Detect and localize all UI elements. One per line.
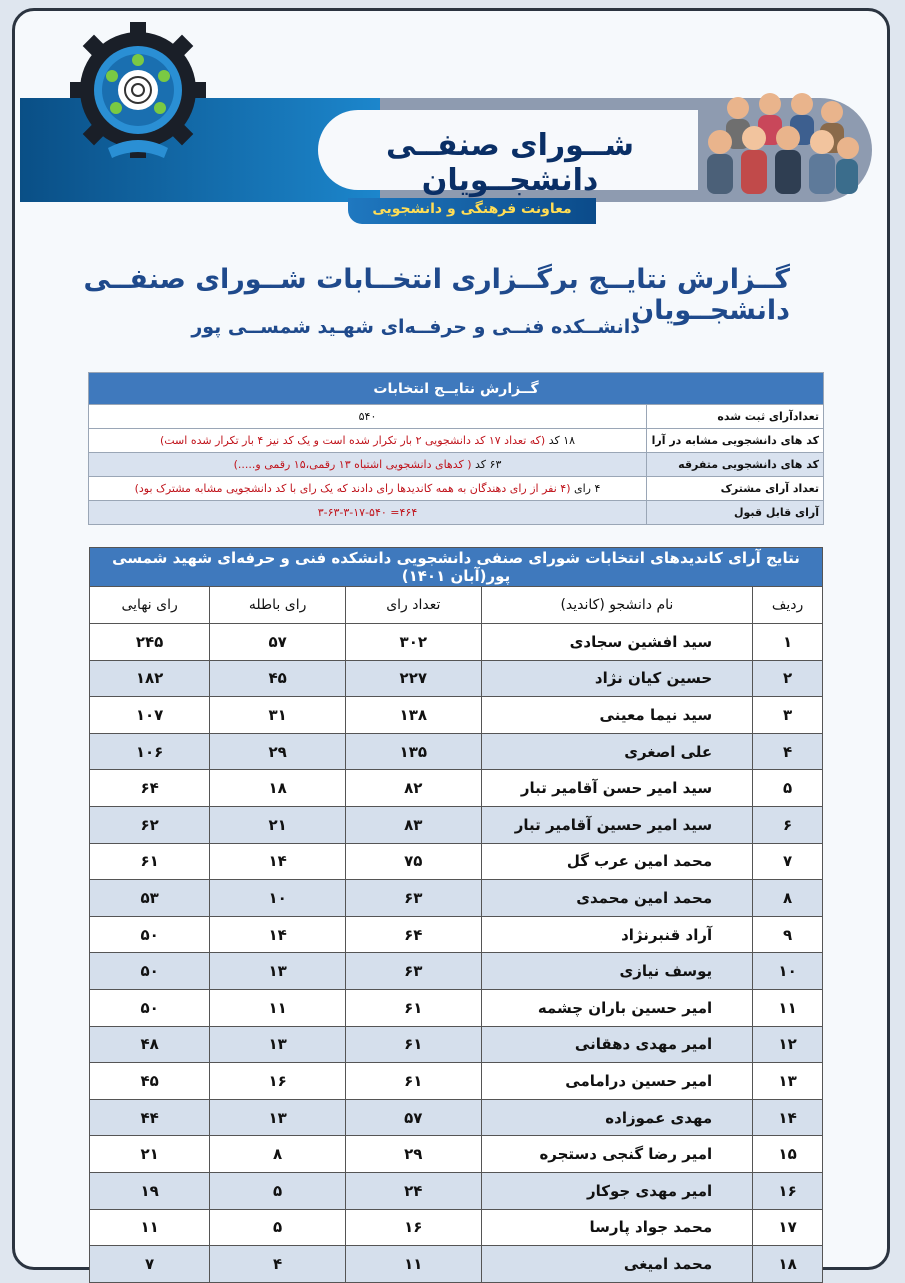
summary-label: آرای قابل قبول [647,501,824,525]
table-row [90,1209,823,1246]
report-title: گــزارش نتایــج برگــزاری انتخــابات شــورای صنفــی دانشجــویان [83,264,790,326]
cell-final-votes: ۵۰ [90,916,210,953]
table-row [90,953,823,990]
cell-void-votes: ۱۱ [210,989,346,1026]
cell-void-votes: ۲۱ [210,806,346,843]
table-row [90,1099,823,1136]
cell-final-votes: ۱۱ [90,1209,210,1246]
cell-void-votes: ۱۳ [210,1099,346,1136]
cell-final-votes: ۶۴ [90,770,210,807]
cell-rank: ۱۰ [753,953,823,990]
cell-total-votes: ۸۲ [345,770,481,807]
cell-rank: ۱۳ [753,1063,823,1100]
cell-final-votes: ۵۰ [90,953,210,990]
cell-candidate-name: محمد امین عرب گل [481,843,753,880]
cell-candidate-name: حسین کیان نژاد [481,660,753,697]
table-row [90,1136,823,1173]
cell-final-votes: ۶۱ [90,843,210,880]
cell-candidate-name: امیر مهدی دهقانی [481,1026,753,1063]
cell-candidate-name: سید امیر حسین آقامیر تبار [481,806,753,843]
results-table [89,547,823,1283]
column-header-name: نام دانشجو (کاندید) [481,587,753,624]
cell-rank: ۲ [753,660,823,697]
results-body [90,624,823,1283]
cell-final-votes: ۷ [90,1246,210,1283]
cell-rank: ۱۶ [753,1172,823,1209]
students-group-illustration [700,86,860,204]
council-logo [68,20,208,170]
cell-final-votes: ۶۲ [90,806,210,843]
cell-final-votes: ۲۱ [90,1136,210,1173]
summary-value-text: ۶۳ کد [475,458,502,471]
cell-rank: ۶ [753,806,823,843]
cell-total-votes: ۲۲۷ [345,660,481,697]
cell-rank: ۴ [753,733,823,770]
cell-final-votes: ۱۹ [90,1172,210,1209]
cell-void-votes: ۱۳ [210,1026,346,1063]
cell-candidate-name: سید افشین سجادی [481,624,753,661]
cell-candidate-name: آراد قنبرنژاد [481,916,753,953]
cell-total-votes: ۶۱ [345,1026,481,1063]
cell-void-votes: ۴۵ [210,660,346,697]
cell-void-votes: ۵۷ [210,624,346,661]
cell-final-votes: ۱۰۶ [90,733,210,770]
table-row [90,989,823,1026]
summary-value [89,429,647,453]
cell-total-votes: ۶۱ [345,1063,481,1100]
summary-note: (۴ نفر از رای دهندگان به همه کاندیدها رای دادند که یک رای با کد دانشجویی مشابه مشترک بود) [134,482,571,495]
cell-total-votes: ۲۴ [345,1172,481,1209]
summary-note: ۴۶۴= ۳-۶۳-۳-۱۷-۵۴۰ [317,506,418,519]
table-row [90,1246,823,1283]
table-row [90,1172,823,1209]
table-row [90,697,823,734]
cell-rank: ۱۷ [753,1209,823,1246]
cell-void-votes: ۱۴ [210,916,346,953]
cell-candidate-name: امیر حسین درامامی [481,1063,753,1100]
cell-rank: ۸ [753,880,823,917]
cell-rank: ۱۸ [753,1246,823,1283]
cell-void-votes: ۵ [210,1172,346,1209]
column-header-votes: تعداد رای [345,587,481,624]
cell-rank: ۱۲ [753,1026,823,1063]
cell-total-votes: ۱۳۵ [345,733,481,770]
column-header-rank: ردیف [753,587,823,624]
cell-candidate-name: سید نیما معینی [481,697,753,734]
cell-final-votes: ۱۰۷ [90,697,210,734]
cell-void-votes: ۸ [210,1136,346,1173]
cell-candidate-name: محمد امین محمدی [481,880,753,917]
cell-total-votes: ۱۶ [345,1209,481,1246]
cell-rank: ۵ [753,770,823,807]
faculty-name: دانشــکده فنــی و حرفــه‌ای شهـید شمســی پور [191,316,640,338]
table-row [90,770,823,807]
summary-value [89,501,647,525]
cell-void-votes: ۱۰ [210,880,346,917]
cell-final-votes: ۵۳ [90,880,210,917]
summary-label: تعداد آرای مشترک [647,477,824,501]
table-row [90,1026,823,1063]
cell-total-votes: ۱۳۸ [345,697,481,734]
cell-void-votes: ۱۴ [210,843,346,880]
cell-total-votes: ۵۷ [345,1099,481,1136]
summary-note: ( کدهای دانشجویی اشتباه ۱۳ رقمی،۱۵ رقمی و.....) [233,458,472,471]
summary-row [89,453,824,477]
table-row [90,1063,823,1100]
column-header-final: رای نهایی [90,587,210,624]
cell-total-votes: ۶۳ [345,953,481,990]
cell-candidate-name: یوسف نیازی [481,953,753,990]
table-row [90,733,823,770]
cell-total-votes: ۳۰۲ [345,624,481,661]
cell-void-votes: ۱۶ [210,1063,346,1100]
summary-label: تعدادآرای ثبت شده [647,405,824,429]
summary-row [89,477,824,501]
summary-value [89,477,647,501]
table-row [90,843,823,880]
cell-rank: ۹ [753,916,823,953]
cell-void-votes: ۲۹ [210,733,346,770]
summary-row [89,429,824,453]
results-caption: نتایج آرای کاندیدهای انتخابات شورای صنفی دانشجویی دانشکده فنی و حرفه‌ای شهید شمسی پور(آبان ۱۴۰۱) [90,548,823,587]
cell-final-votes: ۱۸۲ [90,660,210,697]
summary-label: کد های دانشجویی متفرقه [647,453,824,477]
column-header-void: رای باطله [210,587,346,624]
cell-final-votes: ۴۸ [90,1026,210,1063]
cell-candidate-name: علی اصغری [481,733,753,770]
cell-candidate-name: امیر حسین باران چشمه [481,989,753,1026]
table-row [90,916,823,953]
summary-heading: گــزارش نتایــج انتخابات [89,373,824,405]
cell-void-votes: ۱۸ [210,770,346,807]
cell-final-votes: ۴۵ [90,1063,210,1100]
cell-candidate-name: امیر مهدی جوکار [481,1172,753,1209]
cell-candidate-name: محمد جواد پارسا [481,1209,753,1246]
table-row [90,806,823,843]
summary-note: (که تعداد ۱۷ کد دانشجویی ۲ بار تکرار شده است و یک کد نیز ۴ بار تکرار شده است) [159,434,546,447]
summary-value [89,405,647,429]
summary-value-text: ۵۴۰ [358,410,377,423]
cell-final-votes: ۴۴ [90,1099,210,1136]
cell-final-votes: ۵۰ [90,989,210,1026]
cell-void-votes: ۵ [210,1209,346,1246]
cell-total-votes: ۱۱ [345,1246,481,1283]
summary-label: کد های دانشجویی مشابه در آرا [647,429,824,453]
table-row [90,660,823,697]
cell-total-votes: ۲۹ [345,1136,481,1173]
summary-value [89,453,647,477]
cell-rank: ۱۵ [753,1136,823,1173]
summary-table [88,372,824,525]
cell-total-votes: ۸۳ [345,806,481,843]
cell-total-votes: ۶۴ [345,916,481,953]
cell-void-votes: ۳۱ [210,697,346,734]
cell-rank: ۳ [753,697,823,734]
subtitle-banner-text: معاونت فرهنگی و دانشجویی [372,201,572,217]
cell-candidate-name: محمد امیغی [481,1246,753,1283]
cell-total-votes: ۶۳ [345,880,481,917]
cell-total-votes: ۷۵ [345,843,481,880]
council-title: شــورای صنفــی دانشجــویان [386,128,634,198]
summary-value-text: ۴ رای [574,482,601,495]
cell-candidate-name: امیر رضا گنجی دستجره [481,1136,753,1173]
cell-candidate-name: مهدی عموزاده [481,1099,753,1136]
cell-void-votes: ۴ [210,1246,346,1283]
cell-total-votes: ۶۱ [345,989,481,1026]
summary-row [89,501,824,525]
cell-candidate-name: سید امیر حسن آقامیر تبار [481,770,753,807]
results-header-row [90,587,823,624]
table-row [90,624,823,661]
table-row [90,880,823,917]
summary-value-text: ۱۸ کد [548,434,576,447]
summary-row [89,405,824,429]
cell-rank: ۱۱ [753,989,823,1026]
cell-void-votes: ۱۳ [210,953,346,990]
cell-rank: ۱ [753,624,823,661]
cell-rank: ۱۴ [753,1099,823,1136]
cell-rank: ۷ [753,843,823,880]
cell-final-votes: ۲۴۵ [90,624,210,661]
